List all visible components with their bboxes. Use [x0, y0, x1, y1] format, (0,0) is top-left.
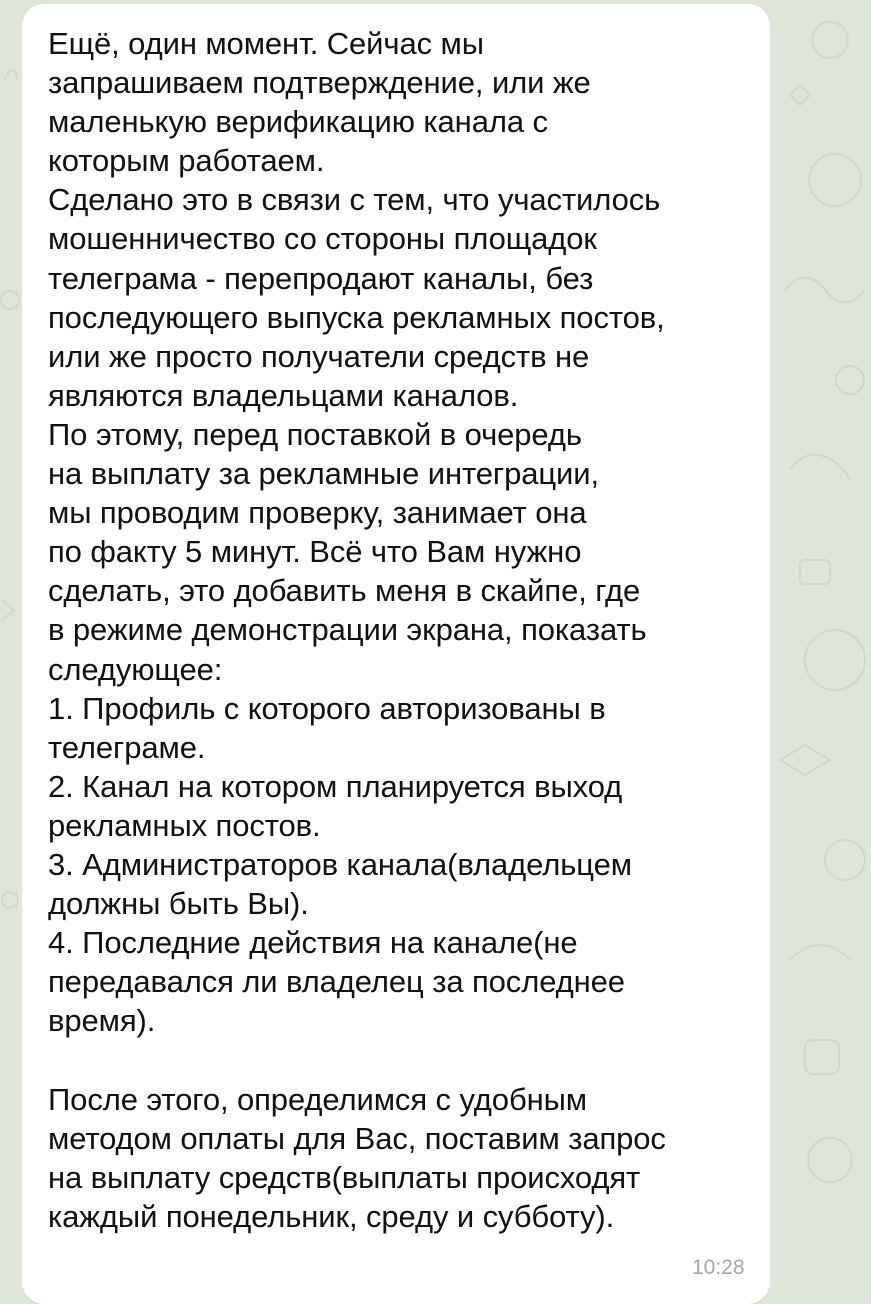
- message-timestamp: 10:28: [692, 1256, 745, 1279]
- message-text: Ещё, один момент. Сейчас мы запрашиваем подтверждение, или же маленькую верификацию канала с которым работаем. Сделано это в связи с тем, что участилось мошенничество со стороны площадок телеграма - перепродают каналы, без последующего выпуска рекламных постов, или же просто получатели средств не являются владельцами каналов. По этому, перед поставкой в очередь на выплату за рекламные интеграции, мы проводим проверку, занимает она по факту 5 минут. Всё что Вам нужно сделать, это добавить меня в скайпе, где в режиме демонстрации экрана, показать следующее: 1. Профиль с которого авторизованы в телеграме. 2. Канал на котором планируется выход рекламных постов. 3. Администраторов канала(владельцем должны быть Вы). 4. Последние действия на канале(не передавался ли владелец за последнее время). После этого, определимся с удобным методом оплаты для Вас, поставим запрос на выплату средств(выплаты происходят каждый понедельник, среду и субботу).: [48, 26, 666, 1234]
